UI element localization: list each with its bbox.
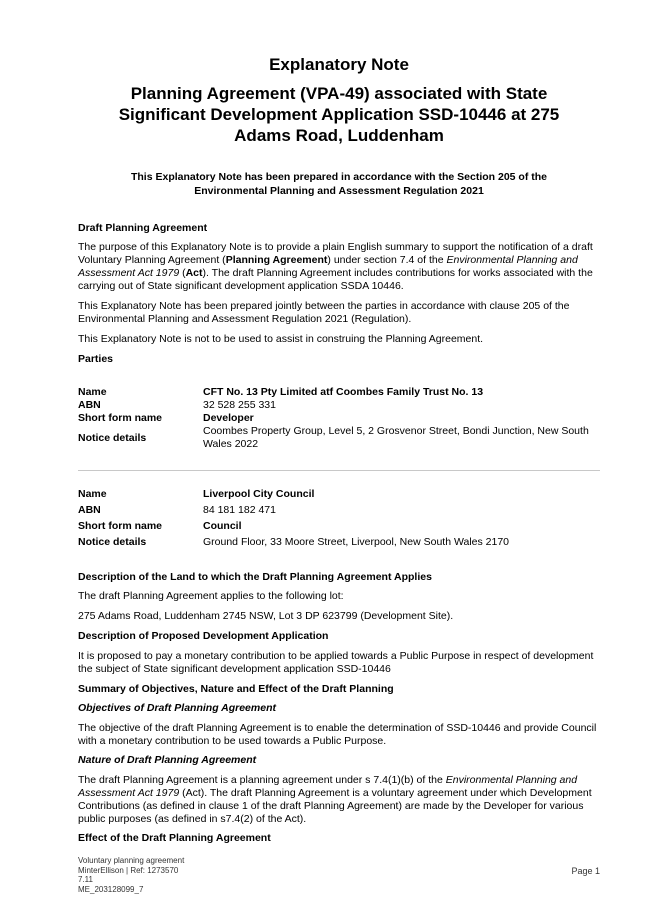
paragraph [78,774,600,826]
section-heading: Description of the Land to which the Draft Planning Agreement Applies [78,571,432,583]
party-short-name: Developer [203,412,254,424]
page-title: Explanatory Note [269,55,409,74]
italic-term: Environmental Planning and Assessment Act 1979 [78,774,578,799]
section-heading: Parties [78,353,114,365]
section-heading: Effect of the Draft Planning Agreement [78,832,271,844]
footer-line: 7.11 [78,875,93,884]
text-run: (Act). The draft Planning Agreement is a voluntary agreement under which Development Contributions (as defined in clause 1 of the draft Planning Agreement) are made by the Developer for various public purposes (as defined in s7.4(2) of the Act). [78,787,592,825]
text-run: ) under section 7.4 of the [327,254,447,266]
text-run: ( [179,267,186,279]
text-run: The purpose of this Explanatory Note is to provide a plain English summary to support the notification of a draft Voluntary Planning Agreement ( [78,241,593,266]
subsection-heading: Objectives of Draft Planning Agreement [78,702,276,714]
party-label: Name [78,386,107,398]
page-subtitle [78,83,600,146]
party-label: Short form name [78,520,163,532]
subtitle-line: Significant Development Application SSD-10446 at 275 [118,105,560,124]
paragraph: It is proposed to pay a monetary contribution to be applied towards a Public Purpose in respect of development the subject of State significant development application SSD-10446 [78,650,594,675]
party-label: ABN [78,399,101,411]
paragraph: This Explanatory Note is not to be used to assist in construing the Planning Agreement. [78,333,484,345]
party-council [78,486,600,550]
subtitle-line: Adams Road, Luddenham [234,126,444,145]
text-run: ). The draft Planning Agreement includes contributions for works associated with the carrying out of State significant development application SSDA 10446. [78,267,593,292]
paragraph: 275 Adams Road, Luddenham 2745 NSW, Lot 3 DP 623799 (Development Site). [78,610,454,622]
party-divider [78,470,600,471]
intro-line: Environmental Planning and Assessment Regulation 2021 [194,185,484,197]
party-label: Notice details [78,431,147,444]
party-developer [78,386,600,451]
intro-line: This Explanatory Note has been prepared in accordance with the Section 205 of the [130,171,548,183]
section-heading: Draft Planning Agreement [78,222,208,234]
page-number: Page 1 [571,866,600,876]
subsection-heading: Nature of Draft Planning Agreement [78,754,257,766]
paragraph: This Explanatory Note has been prepared jointly between the parties in accordance with clause 205 of the Environmental Planning and Assessment Regulation 2021 (Regulation). [78,300,570,325]
party-name: CFT No. 13 Pty Limited atf Coombes Family Trust No. 13 [203,386,484,398]
party-notice: Coombes Property Group, Level 5, 2 Grosvenor Street, Bondi Junction, New South Wales 2022 [203,425,589,450]
party-label: Notice details [78,536,147,548]
paragraph: The objective of the draft Planning Agreement is to enable the determination of SSD-10446 and provide Council with a monetary contribution to be used towards a Public Purpose. [78,722,597,747]
party-abn: 84 181 182 471 [203,504,276,516]
section-heading: Description of Proposed Development Application [78,630,329,642]
subtitle-line: Planning Agreement (VPA-49) associated with State [130,84,548,103]
party-label: ABN [78,504,101,516]
section-heading: Summary of Objectives, Nature and Effect of the Draft Planning [78,683,394,695]
party-short-name: Council [203,520,242,532]
party-label: Name [78,488,107,500]
footer-line: ME_203128099_7 [78,884,144,894]
party-name: Liverpool City Council [203,488,315,500]
bold-term: Act [185,267,203,279]
intro-statement [78,170,600,198]
bold-term: Planning Agreement [225,254,328,266]
party-abn: 32 528 255 331 [203,399,276,411]
footer-line: Voluntary planning agreement [78,856,185,865]
italic-term: Environmental Planning and Assessment Act 1979 [78,254,578,279]
land-section [78,571,600,845]
paragraph [78,241,600,293]
paragraph: The draft Planning Agreement applies to the following lot: [78,590,344,602]
page-footer [78,856,184,894]
party-notice: Ground Floor, 33 Moore Street, Liverpool, New South Wales 2170 [203,536,510,548]
party-label: Short form name [78,412,163,424]
draft-section [78,222,600,366]
text-run: The draft Planning Agreement is a planning agreement under s 7.4(1)(b) of the [78,774,446,786]
footer-line: MinterEllison | Ref: 1273570 [78,865,179,875]
